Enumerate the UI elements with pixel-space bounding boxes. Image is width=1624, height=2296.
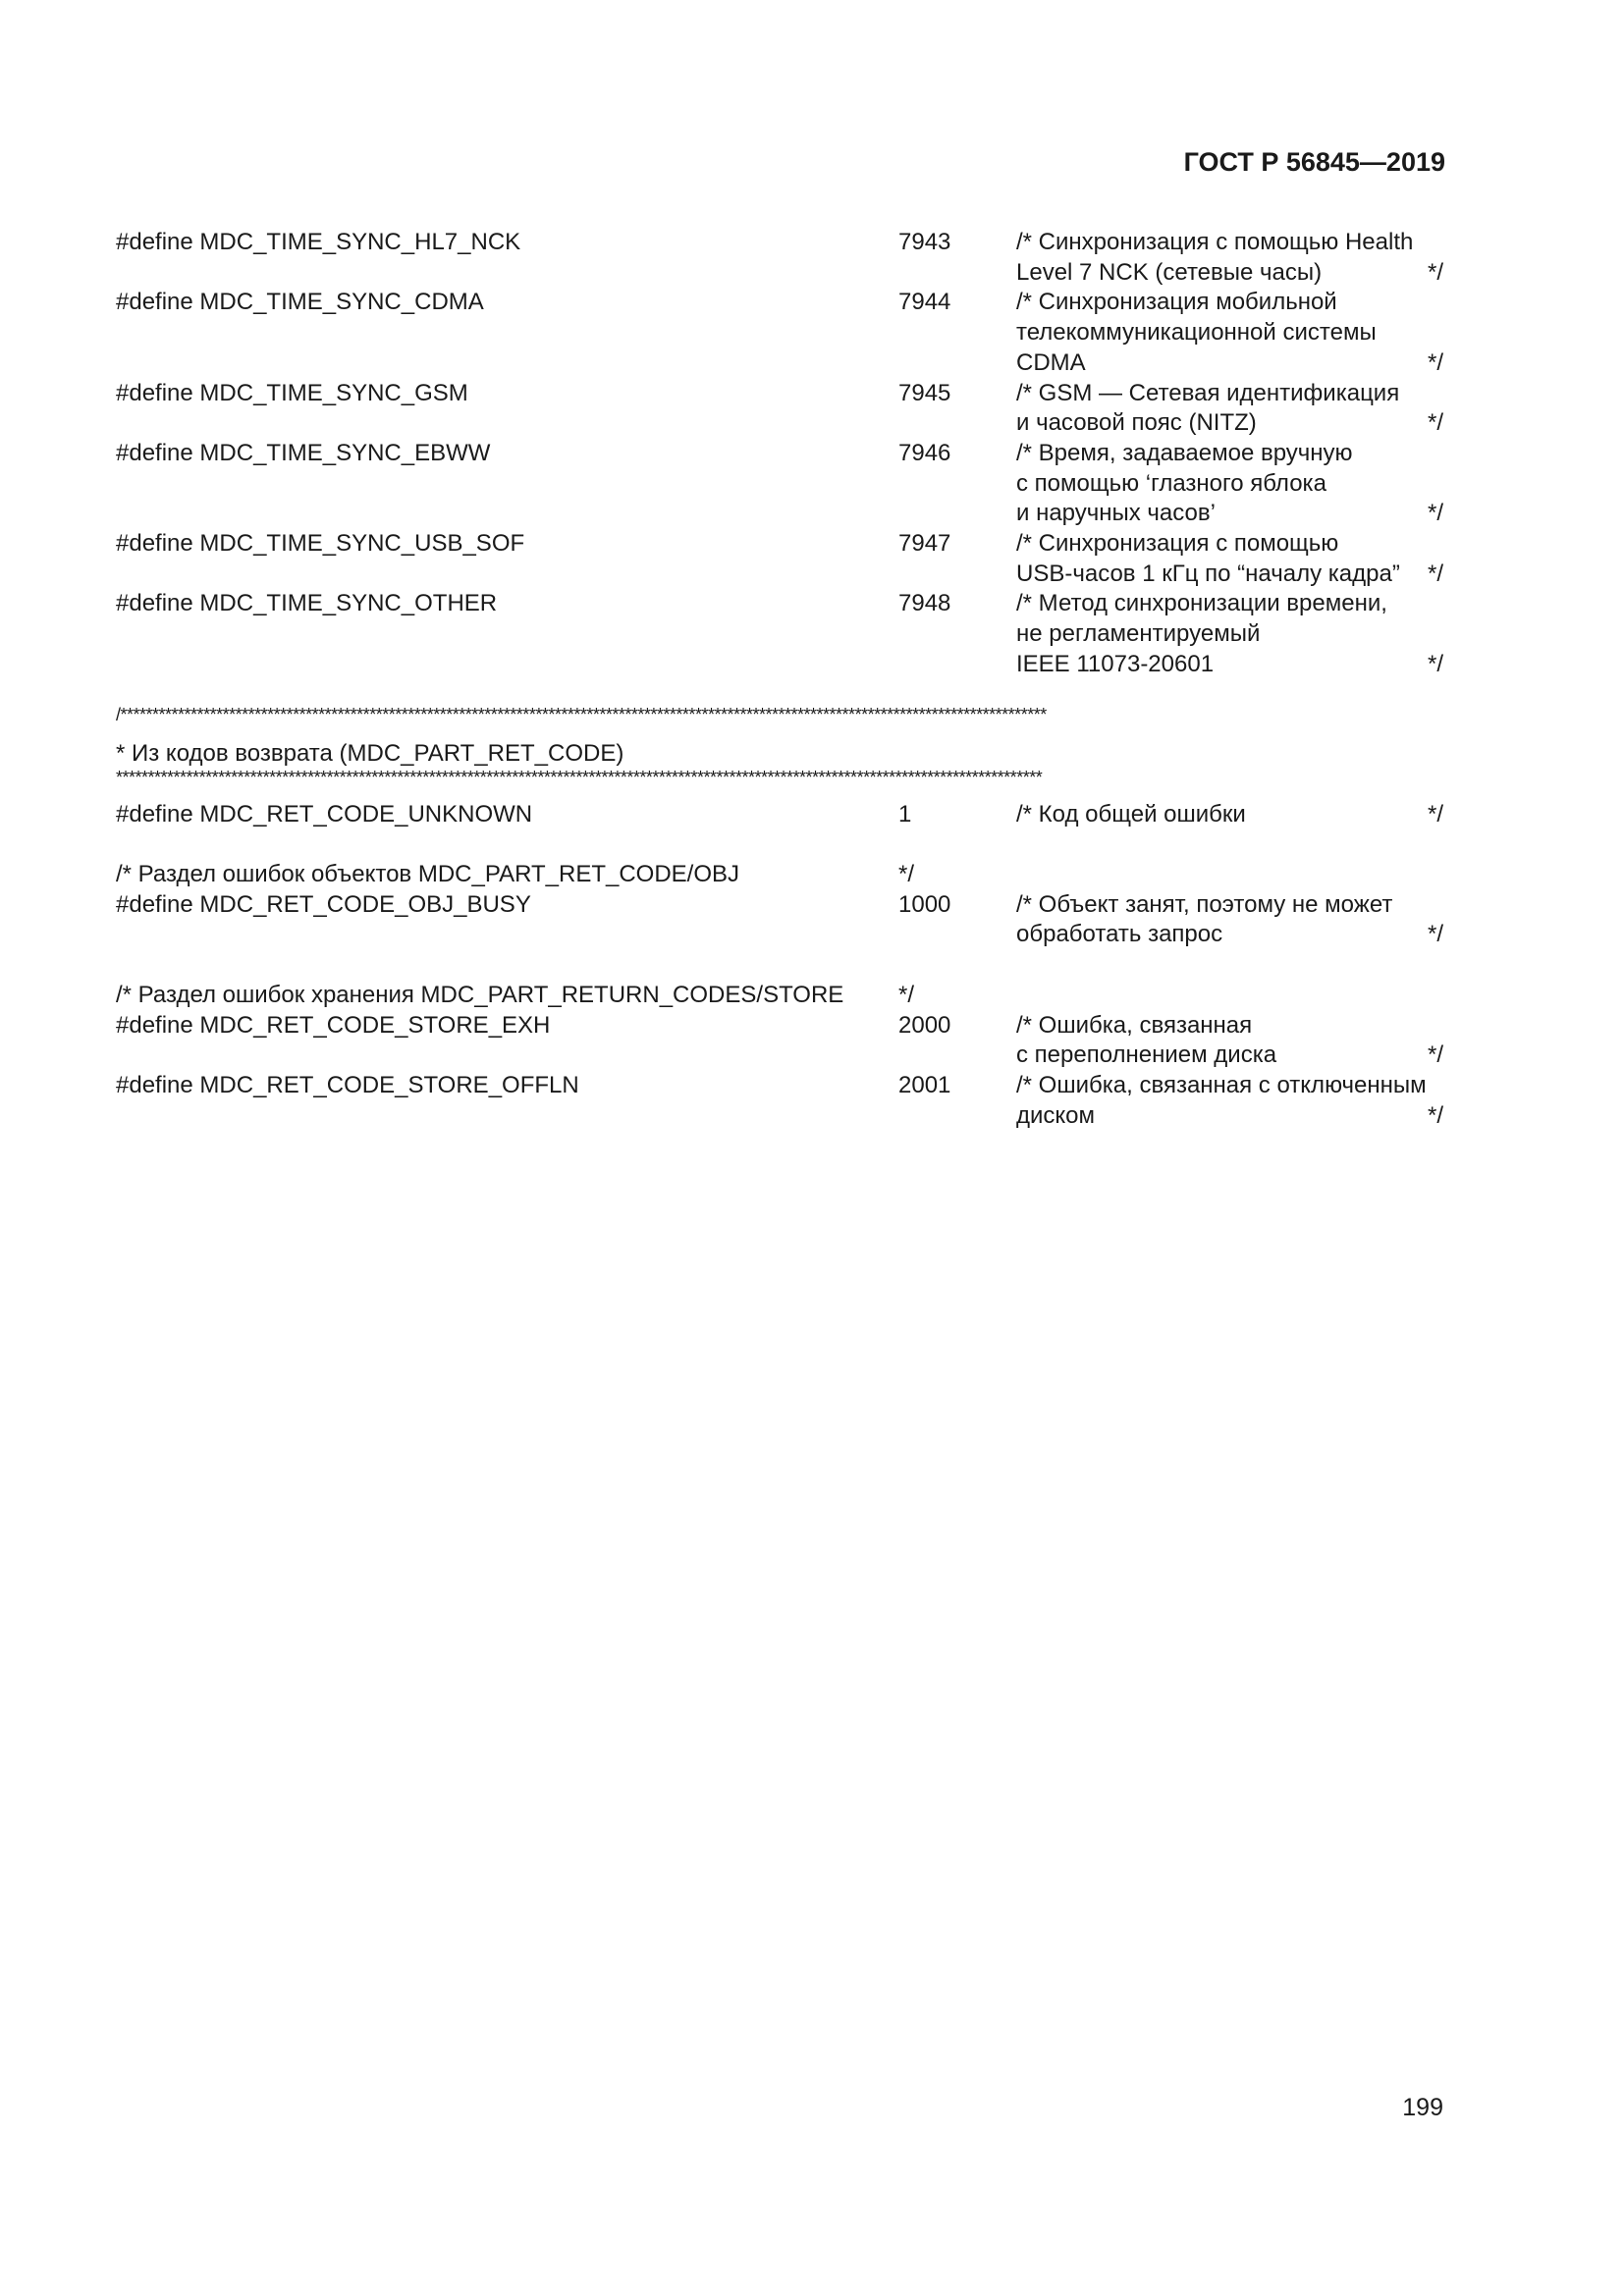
define-text: #define MDC_TIME_SYNC_EBWW	[116, 439, 491, 466]
code-line	[116, 889, 1443, 920]
comment-text: /* Синхронизация с помощью	[1016, 530, 1339, 557]
comment-text: /* GSM — Сетевая идентификация	[1016, 379, 1400, 406]
comment-text: Level 7 NCK (сетевые часы)	[1016, 258, 1323, 286]
define-text: #define MDC_TIME_SYNC_HL7_NCK	[116, 229, 521, 255]
define-value: 2001	[898, 1072, 951, 1099]
comment-text: /* Ошибка, связанная	[1016, 1011, 1253, 1039]
define-value: 1000	[898, 890, 951, 918]
comment-end: */	[1427, 1041, 1443, 1069]
code-line	[116, 649, 1443, 679]
define-text: #define MDC_TIME_SYNC_CDMA	[116, 289, 484, 316]
define-text: /* Раздел ошибок объектов MDC_PART_RET_CODE/OBJ	[116, 861, 740, 887]
define-value: */	[898, 982, 915, 1008]
comment-text: с помощью ‘глазного яблока	[1016, 469, 1326, 497]
comment-end: */	[1427, 348, 1443, 376]
comment-text: с переполнением диска	[1016, 1041, 1277, 1069]
code-line	[116, 1040, 1443, 1070]
comment-text: /* Время, задаваемое вручную	[1016, 439, 1353, 466]
define-value: 7944	[898, 289, 951, 316]
comment-text: USB-часов 1 кГц по “началу кадра”	[1016, 560, 1400, 587]
page-number: 199	[1402, 2094, 1443, 2121]
comment-end: */	[1427, 801, 1443, 828]
comment-text: /* Код общей ошибки	[1016, 801, 1246, 828]
define-value: */	[898, 861, 915, 887]
comment-end: */	[1427, 409, 1443, 437]
code-line	[116, 1010, 1443, 1041]
define-text: #define MDC_RET_CODE_OBJ_BUSY	[116, 890, 531, 918]
define-value: 2000	[898, 1011, 951, 1039]
code-line	[116, 799, 1443, 829]
code-line	[116, 347, 1443, 378]
comment-end: */	[1427, 500, 1443, 527]
code-line	[116, 498, 1443, 528]
comment-end: */	[1427, 1101, 1443, 1129]
code-line	[116, 407, 1443, 438]
comment-text: и часовой пояс (NITZ)	[1016, 409, 1257, 437]
code-line	[116, 618, 1443, 649]
define-value: 7946	[898, 439, 951, 466]
comment-text: диском	[1016, 1101, 1096, 1129]
code-line	[116, 287, 1443, 317]
comment-text: обработать запрос	[1016, 921, 1223, 948]
define-text: #define MDC_RET_CODE_STORE_OFFLN	[116, 1072, 579, 1099]
code-line	[116, 859, 1443, 889]
comment-text: /* Синхронизация мобильной	[1016, 289, 1337, 316]
comment-text: не регламентируемый	[1016, 620, 1261, 648]
define-value: 1	[898, 801, 912, 828]
code-line	[116, 588, 1443, 618]
define-text: #define MDC_RET_CODE_UNKNOWN	[116, 801, 533, 828]
comment-end: */	[1427, 258, 1443, 286]
code-line	[116, 559, 1443, 589]
section-title: * Из кодов возврата (MDC_PART_RET_CODE)	[116, 740, 624, 767]
define-text: #define MDC_TIME_SYNC_GSM	[116, 379, 468, 406]
code-line	[116, 1100, 1443, 1131]
comment-text: IEEE 11073-20601	[1016, 650, 1215, 677]
comment-end: */	[1427, 560, 1443, 587]
comment-text: /* Метод синхронизации времени,	[1016, 590, 1387, 617]
comment-text: /* Ошибка, связанная с отключенным	[1016, 1072, 1427, 1099]
comment-text: телекоммуникационной системы	[1016, 319, 1377, 347]
define-value: 7943	[898, 229, 951, 255]
section-stars-bottom: *************************************************************************************************************************************************	[116, 768, 1043, 787]
define-text: #define MDC_RET_CODE_STORE_EXH	[116, 1011, 551, 1039]
code-line	[116, 317, 1443, 347]
code-line	[116, 980, 1443, 1010]
define-value: 7948	[898, 590, 951, 617]
define-text: #define MDC_TIME_SYNC_USB_SOF	[116, 530, 525, 557]
code-line	[116, 438, 1443, 468]
section-stars-top: /*************************************************************************************************************************************************	[116, 705, 1047, 724]
code-line	[116, 528, 1443, 559]
comment-end: */	[1427, 921, 1443, 948]
code-line	[116, 378, 1443, 408]
define-text: #define MDC_TIME_SYNC_OTHER	[116, 590, 498, 617]
code-line	[116, 1070, 1443, 1100]
code-line	[116, 919, 1443, 949]
code-line	[116, 257, 1443, 288]
comment-end: */	[1427, 650, 1443, 677]
define-value: 7945	[898, 379, 951, 406]
code-line	[116, 227, 1443, 257]
define-text: /* Раздел ошибок хранения MDC_PART_RETURN_CODES/STORE	[116, 982, 844, 1008]
document-header: ГОСТ Р 56845—2019	[1183, 147, 1445, 177]
section-title-line	[116, 738, 1443, 769]
comment-text: /* Объект занят, поэтому не может	[1016, 890, 1393, 918]
define-value: 7947	[898, 530, 951, 557]
comment-text: CDMA	[1016, 348, 1086, 376]
code-line	[116, 468, 1443, 499]
comment-text: /* Синхронизация с помощью Health	[1016, 229, 1414, 255]
comment-text: и наручных часов’	[1016, 500, 1216, 527]
